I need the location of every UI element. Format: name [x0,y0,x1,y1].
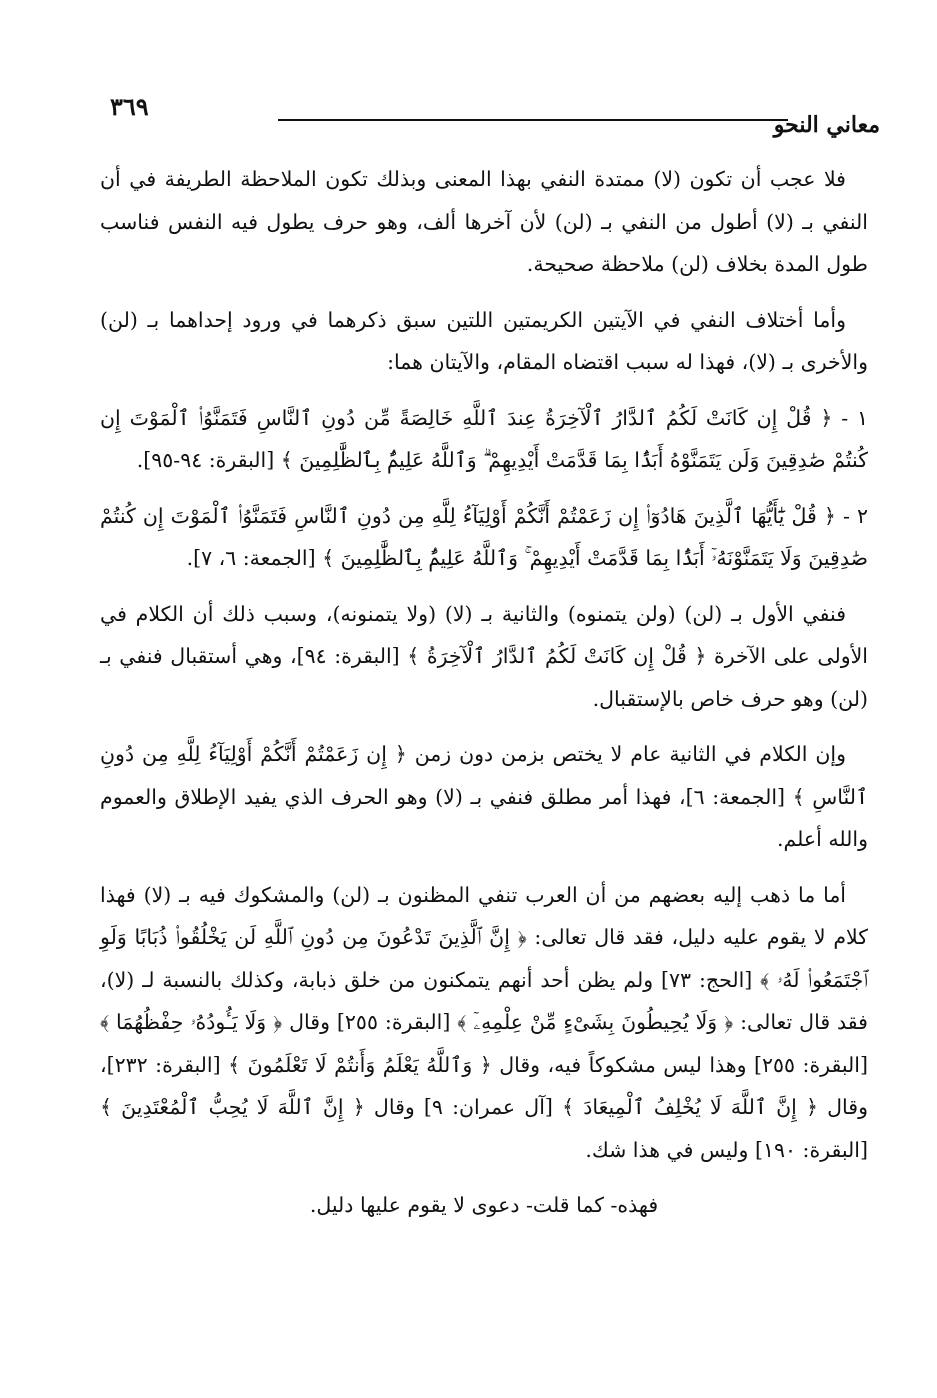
closing-line: فهذه- كما قلت- دعوى لا يقوم عليها دليل. [309,1193,659,1217]
paragraph: فنفي الأول بـ (لن) (ولن يتمنوه) والثانية بـ (لا) (ولا يتمنونه)، وسبب ذلك أن الكلام في الأولى على الآخرة ﴿ قُلْ إِن كَانَتْ لَكُمُ ٱلدَّارُ ٱلْآخِرَةُ ﴾ [البقرة: ٩٤]، وهي أستقبال فنفي بـ (لن) وهو حرف خاص بالإستقبال. [100,601,868,711]
body-text [100,158,868,1240]
paragraph: أما ما ذهب إليه بعضهم من أن العرب تنفي المظنون بـ (لن) والمشكوك فيه بـ (لا) فهذا كلام لا يقوم عليه دليل، فقد قال تعالى: ﴿ إِنَّ ٱلَّذِينَ تَدْعُونَ مِن دُونِ ٱللَّهِ لَن يَخْلُقُوا۟ ذُبَابًا وَلَوِ ٱجْتَمَعُوا۟ لَهُۥ ﴾ [الحج: ٧٣] ولم يظن أحد أنهم يتمكنون من خلق ذبابة، وكذلك بالنسبة لـ (لا)، فقد قال تعالى: ﴿ وَلَا يُحِيطُونَ بِشَىْءٍ مِّنْ عِلْمِهِۦٓ ﴾ [البقرة: ٢٥٥] وقال ﴿ وَلَا يَـُٔودُهُۥ حِفْظُهُمَا ﴾ [البقرة: ٢٥٥] وهذا ليس مشكوكاً فيه، وقال ﴿ وَٱللَّهُ يَعْلَمُ وَأَنتُمْ لَا تَعْلَمُونَ ﴾ [البقرة: ٢٣٢]، وقال ﴿ إِنَّ ٱللَّهَ لَا يُخْلِفُ ٱلْمِيعَادَ ﴾ [آل عمران: ٩] وقال ﴿ إِنَّ ٱللَّهَ لَا يُحِبُّ ٱلْمُعْتَدِينَ ﴾ [البقرة: ١٩٠] وليس في هذا شك. [100,882,868,1162]
paragraph: وإن الكلام في الثانية عام لا يختص بزمن دون زمن ﴿ إِن زَعَمْتُمْ أَنَّكُمْ أَوْلِيَآءُ لِلَّهِ مِن دُونِ ٱلنَّاسِ ﴾ [الجمعة: ٦]، فهذا أمر مطلق فنفي بـ (لا) وهو الحرف الذي يفيد الإطلاق والعموم والله أعلم. [100,742,868,851]
page-header [100,92,880,140]
verse-one: ١ - ﴿ قُلْ إِن كَانَتْ لَكُمُ ٱلدَّارُ ٱلْآخِرَةُ عِندَ ٱللَّهِ خَالِصَةً مِّن دُونِ ٱلنَّاسِ فَتَمَنَّوُا۟ ٱلْمَوْتَ إِن كُنتُمْ صَٰدِقِينَ وَلَن يَتَمَنَّوْهُ أَبَدًۢا بِمَا قَدَّمَتْ أَيْدِيهِمْ ۗ وَٱللَّهُ عَلِيمٌۢ بِٱلظَّٰلِمِينَ ﴾ [البقرة: ٩٤-٩٥]. [100,405,868,472]
paragraph: وأما أختلاف النفي في الآيتين الكريمتين اللتين سبق ذكرهما في ورود إحداهما بـ (لن) والأخرى بـ (لا)، فهذا له سبب اقتضاه المقام، والآيتان هما: [100,307,868,374]
header-rule [278,119,788,121]
paragraph: فلا عجب أن تكون (لا) ممتدة النفي بهذا المعنى وبذلك تكون الملاحظة الطريفة في أن النفي بـ (لا) أطول من النفي بـ (لن) لأن آخرها ألف، وهو حرف يطول فيه النفس فناسب طول المدة بخلاف (لن) ملاحظة صحيحة. [100,167,868,276]
verse-two: ٢ - ﴿ قُلْ يَٰٓأَيُّهَا ٱلَّذِينَ هَادُوٓا۟ إِن زَعَمْتُمْ أَنَّكُمْ أَوْلِيَآءُ لِلَّهِ مِن دُونِ ٱلنَّاسِ فَتَمَنَّوُا۟ ٱلْمَوْتَ إِن كُنتُمْ صَٰدِقِينَ وَلَا يَتَمَنَّوْنَهُۥٓ أَبَدًۢا بِمَا قَدَّمَتْ أَيْدِيهِمْ ۚ وَٱللَّهُ عَلِيمٌۢ بِٱلظَّٰلِمِينَ ﴾ [الجمعة: ٦، ٧]. [100,503,868,570]
page-number: ٣٦٩ [110,92,149,121]
book-title: معاني النحو [773,112,880,138]
